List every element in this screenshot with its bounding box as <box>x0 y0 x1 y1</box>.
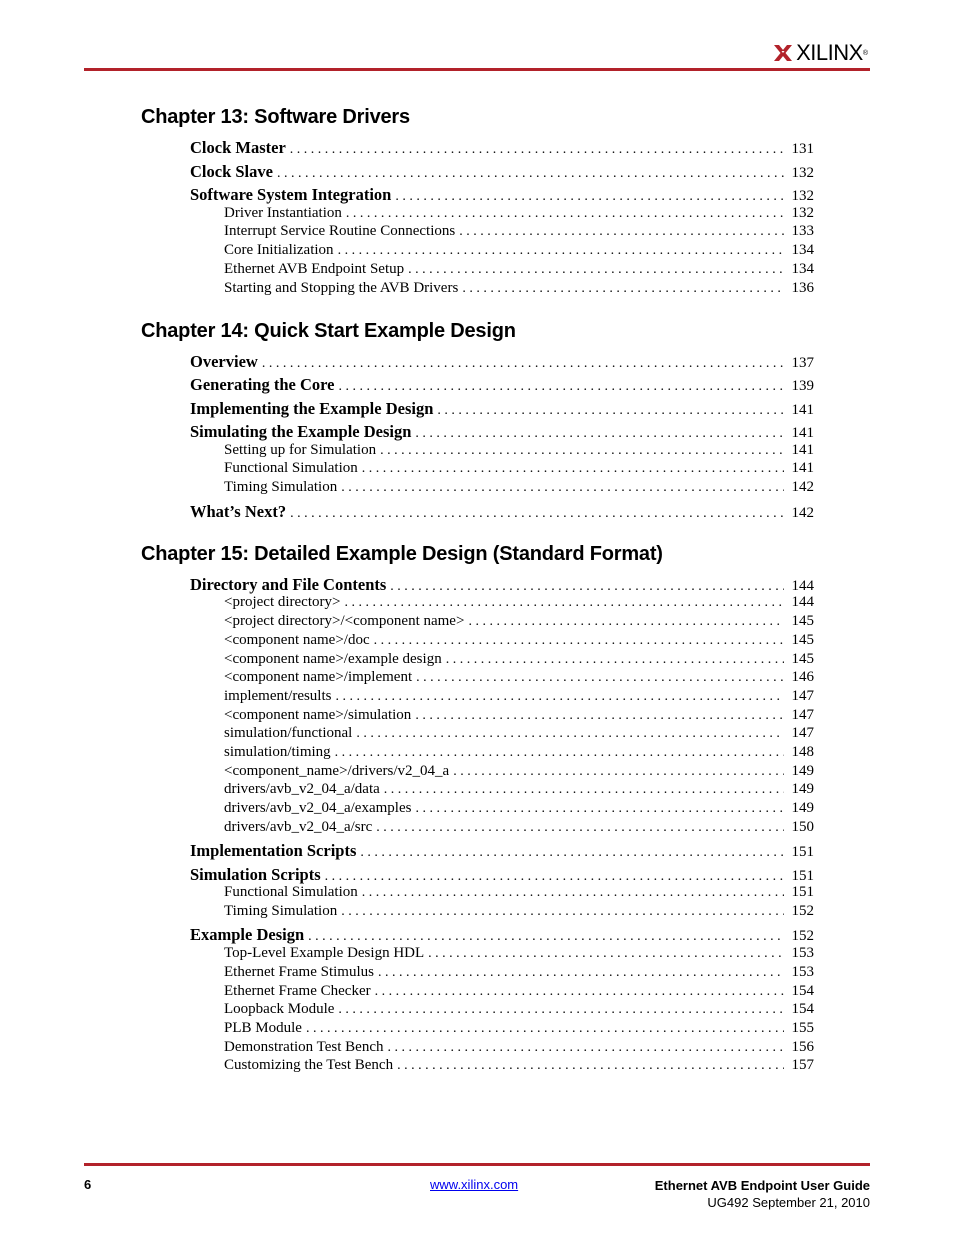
footer-guide-title: Ethernet AVB Endpoint User Guide <box>654 1178 870 1193</box>
toc-entry-title: Simulating the Example Design <box>190 422 412 441</box>
toc-entry-title: <project directory>/<component name> <box>224 613 465 629</box>
footer-doc-info <box>655 1177 870 1211</box>
toc-entry-title: Loopback Module <box>224 1001 335 1017</box>
toc-page-number: 144 <box>791 594 814 610</box>
toc-entry-title: Functional Simulation <box>224 884 358 900</box>
toc-leader <box>325 869 784 885</box>
toc-leader <box>380 443 784 459</box>
toc-entry[interactable] <box>190 162 814 182</box>
toc-subentry[interactable] <box>224 725 814 742</box>
toc-leader <box>375 984 784 1000</box>
chapter-heading: Chapter 14: Quick Start Example Design <box>141 320 516 342</box>
toc-leader <box>346 206 784 222</box>
toc-entry-title: Software System Integration <box>190 185 392 204</box>
toc-leader <box>341 480 784 496</box>
toc-page-number: 142 <box>791 479 814 495</box>
toc-subentry[interactable] <box>224 964 814 981</box>
toc-leader <box>335 745 784 761</box>
toc-page-number: 157 <box>791 1057 814 1073</box>
toc-subentry[interactable] <box>224 280 814 297</box>
toc-entry-title: simulation/timing <box>224 744 331 760</box>
toc-entry-title: Timing Simulation <box>224 479 338 495</box>
toc-entry-title: Timing Simulation <box>224 903 338 919</box>
toc-entry-title: PLB Module <box>224 1020 302 1036</box>
toc-entry-title: Clock Master <box>190 138 286 157</box>
toc-page-number: 149 <box>791 800 814 816</box>
toc-entry[interactable] <box>190 575 814 595</box>
toc-leader <box>362 885 784 901</box>
toc-page-number: 134 <box>791 242 814 258</box>
toc-leader <box>428 946 784 962</box>
header-rule <box>84 68 870 71</box>
toc-page-number: 145 <box>791 613 814 629</box>
toc-leader <box>344 595 784 611</box>
toc-page-number: 153 <box>791 945 814 961</box>
toc-entry-title: Interrupt Service Routine Connections <box>224 223 456 239</box>
toc-page-number: 142 <box>791 505 814 521</box>
toc-entry-title: <component name>/simulation <box>224 707 412 723</box>
toc-page-number: 151 <box>791 868 814 884</box>
toc-entry-title: Example Design <box>190 925 305 944</box>
toc-entry-title: <component name>/implement <box>224 669 413 685</box>
toc-page-number: 141 <box>791 402 814 418</box>
toc-page-number: 156 <box>791 1039 814 1055</box>
toc-page-number: 133 <box>791 223 814 239</box>
toc-page-number: 147 <box>791 725 814 741</box>
toc-page-number: 147 <box>791 688 814 704</box>
toc-entry-title: Demonstration Test Bench <box>224 1039 384 1055</box>
toc-page-number: 139 <box>791 378 814 394</box>
toc-entry[interactable] <box>190 352 814 372</box>
toc-entry-title: drivers/avb_v2_04_a/examples <box>224 800 412 816</box>
toc-leader <box>390 579 784 595</box>
toc-entry[interactable] <box>190 399 814 419</box>
toc-leader <box>374 633 784 649</box>
toc-entry-title: What’s Next? <box>190 502 287 521</box>
footer-website-link[interactable]: www.xilinx.com <box>430 1177 519 1192</box>
toc-entry[interactable] <box>190 502 814 522</box>
toc-subentry[interactable] <box>224 651 814 668</box>
toc-entry[interactable] <box>190 422 814 442</box>
toc-leader <box>453 764 784 780</box>
toc-entry-title: <component name>/example design <box>224 651 442 667</box>
toc-page-number: 144 <box>791 578 814 594</box>
footer-page-number: 6 <box>84 1177 92 1192</box>
toc-subentry[interactable] <box>224 903 814 920</box>
toc-page-number: 134 <box>791 261 814 277</box>
footer-rule <box>84 1163 870 1166</box>
toc-page-number: 141 <box>791 442 814 458</box>
toc-leader <box>290 506 784 522</box>
toc-entry-title: Directory and File Contents <box>190 575 387 594</box>
toc-subentry[interactable] <box>224 1001 814 1018</box>
toc-page-number: 149 <box>791 781 814 797</box>
toc-entry-title: Functional Simulation <box>224 460 358 476</box>
toc-subentry[interactable] <box>224 594 814 611</box>
toc-entry-title: Ethernet Frame Stimulus <box>224 964 374 980</box>
toc-entry[interactable] <box>190 138 814 158</box>
toc-leader <box>341 904 784 920</box>
toc-leader <box>415 426 784 442</box>
toc-entry-title: Ethernet AVB Endpoint Setup <box>224 261 405 277</box>
toc-leader <box>376 820 784 836</box>
chapter-heading: Chapter 13: Software Drivers <box>141 106 410 128</box>
toc-page-number: 145 <box>791 632 814 648</box>
toc-entry-title: Starting and Stopping the AVB Drivers <box>224 280 459 296</box>
toc-leader <box>395 189 784 205</box>
toc-leader <box>415 708 784 724</box>
toc-leader <box>384 782 784 798</box>
toc-page-number: 136 <box>791 280 814 296</box>
toc-subentry[interactable] <box>224 460 814 477</box>
toc-leader <box>339 379 785 395</box>
toc-subentry[interactable] <box>224 1020 814 1037</box>
toc-leader <box>462 281 784 297</box>
toc-leader <box>416 670 784 686</box>
toc-leader <box>290 142 784 158</box>
toc-entry-title: Driver Instantiation <box>224 205 342 221</box>
toc-leader <box>362 461 784 477</box>
toc-page-number: 151 <box>791 844 814 860</box>
toc-leader <box>306 1021 784 1037</box>
toc-entry-title: Ethernet Frame Checker <box>224 983 371 999</box>
toc-subentry[interactable] <box>224 205 814 222</box>
chapter-heading: Chapter 15: Detailed Example Design (Standard Format) <box>141 543 663 565</box>
toc-leader <box>415 801 784 817</box>
toc-entry-title: simulation/functional <box>224 725 353 741</box>
toc-entry-title: <component name>/doc <box>224 632 370 648</box>
toc-entry-title: drivers/avb_v2_04_a/src <box>224 819 373 835</box>
toc-subentry[interactable] <box>224 669 814 686</box>
footer-doc-id: UG492 September 21, 2010 <box>707 1195 870 1210</box>
toc-subentry[interactable] <box>224 479 814 496</box>
toc-leader <box>459 224 784 240</box>
toc-page-number: 145 <box>791 651 814 667</box>
toc-leader <box>356 726 784 742</box>
toc-leader <box>335 689 784 705</box>
toc-entry-title: Simulation Scripts <box>190 865 321 884</box>
toc-entry[interactable] <box>190 925 814 945</box>
toc-entry-title: Core Initialization <box>224 242 334 258</box>
toc-subentry[interactable] <box>224 945 814 962</box>
toc-page-number: 146 <box>791 669 814 685</box>
toc-leader <box>387 1040 784 1056</box>
toc-subentry[interactable] <box>224 242 814 259</box>
toc-entry-title: Setting up for Simulation <box>224 442 377 458</box>
toc-page-number: 149 <box>791 763 814 779</box>
toc-page-number: 141 <box>791 425 814 441</box>
toc-subentry[interactable] <box>224 442 814 459</box>
toc-subentry[interactable] <box>224 744 814 761</box>
xilinx-logo <box>773 40 868 66</box>
toc-page-number: 132 <box>791 165 814 181</box>
toc-subentry[interactable] <box>224 632 814 649</box>
toc-page-number: 131 <box>791 141 814 157</box>
toc-leader <box>338 243 784 259</box>
toc-page-number: 141 <box>791 460 814 476</box>
toc-leader <box>397 1058 784 1074</box>
toc-page-number: 152 <box>791 903 814 919</box>
toc-page-number: 150 <box>791 819 814 835</box>
toc-page-number: 153 <box>791 964 814 980</box>
toc-entry[interactable] <box>190 865 814 885</box>
toc-subentry[interactable] <box>224 884 814 901</box>
xilinx-logo-icon <box>773 43 793 63</box>
toc-leader <box>408 262 784 278</box>
toc-page-number: 147 <box>791 707 814 723</box>
toc-leader <box>468 614 784 630</box>
toc-entry[interactable] <box>190 841 814 861</box>
toc-entry[interactable] <box>190 375 814 395</box>
toc-entry-title: <component_name>/drivers/v2_04_a <box>224 763 450 779</box>
toc-entry-title: Implementation Scripts <box>190 841 357 860</box>
toc-page-number: 148 <box>791 744 814 760</box>
toc-page-number: 155 <box>791 1020 814 1036</box>
toc-leader <box>360 845 784 861</box>
logo-text: XILINX <box>796 40 863 65</box>
toc-subentry[interactable] <box>224 688 814 705</box>
toc-leader <box>277 166 784 182</box>
toc-entry-title: Implementing the Example Design <box>190 399 434 418</box>
toc-subentry[interactable] <box>224 800 814 817</box>
toc-entry-title: Customizing the Test Bench <box>224 1057 394 1073</box>
toc-entry-title: drivers/avb_v2_04_a/data <box>224 781 380 797</box>
toc-subentry[interactable] <box>224 983 814 1000</box>
toc-subentry[interactable] <box>224 763 814 780</box>
toc-entry[interactable] <box>190 185 814 205</box>
logo-registered-mark: ® <box>862 49 868 57</box>
toc-leader <box>308 929 784 945</box>
toc-subentry[interactable] <box>224 781 814 798</box>
toc-leader <box>446 652 784 668</box>
toc-entry-title: implement/results <box>224 688 332 704</box>
toc-page-number: 132 <box>791 205 814 221</box>
toc-entry-title: Top-Level Example Design HDL <box>224 945 425 961</box>
toc-leader <box>437 403 784 419</box>
toc-entry-title: Generating the Core <box>190 375 335 394</box>
toc-page-number: 151 <box>791 884 814 900</box>
toc-subentry[interactable] <box>224 1039 814 1056</box>
toc-leader <box>338 1002 784 1018</box>
toc-subentry[interactable] <box>224 223 814 240</box>
toc-subentry[interactable] <box>224 819 814 836</box>
toc-subentry[interactable] <box>224 261 814 278</box>
toc-subentry[interactable] <box>224 613 814 630</box>
toc-entry-title: Clock Slave <box>190 162 273 181</box>
toc-subentry[interactable] <box>224 707 814 724</box>
toc-page-number: 132 <box>791 188 814 204</box>
toc-page-number: 137 <box>791 355 814 371</box>
toc-page-number: 152 <box>791 928 814 944</box>
toc-leader <box>378 965 784 981</box>
toc-entry-title: <project directory> <box>224 594 341 610</box>
toc-subentry[interactable] <box>224 1057 814 1074</box>
toc-page-number: 154 <box>791 1001 814 1017</box>
toc-page-number: 154 <box>791 983 814 999</box>
toc-entry-title: Overview <box>190 352 258 371</box>
toc-leader <box>262 356 784 372</box>
